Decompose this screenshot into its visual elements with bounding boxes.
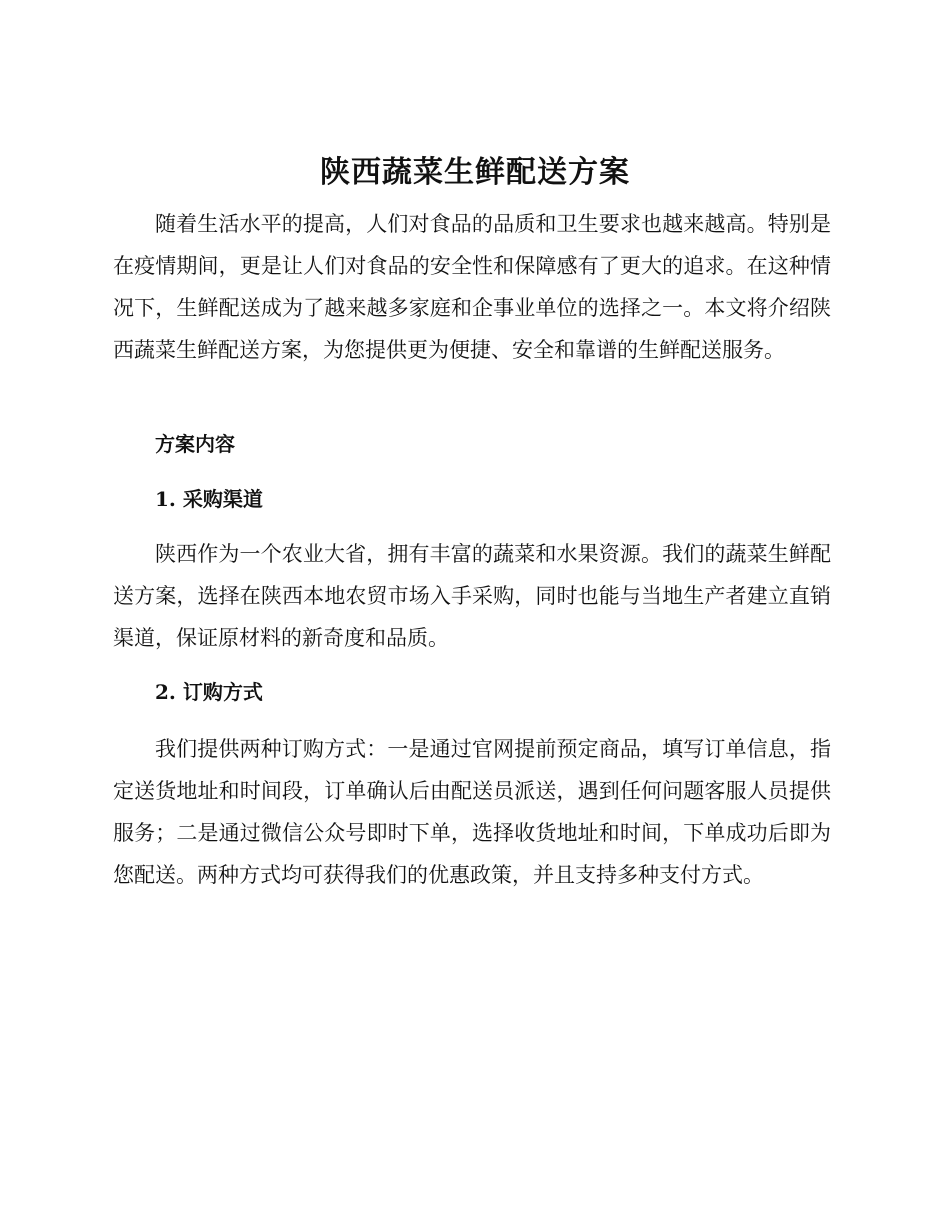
ordering-paragraph: 我们提供两种订购方式：一是通过官网提前预定商品，填写订单信息，指定送货地址和时间段，订单确认后由配送员派送，遇到任何问题客服人员提供服务；二是通过微信公众号即时下单，选择收货地址和时间，下单成功后即为您配送。两种方式均可获得我们的优惠政策，并且支持多种支付方式。 <box>113 737 831 887</box>
document-title: 陕西蔬菜生鲜配送方案 <box>320 155 630 190</box>
section-heading-ordering: 2. 订购方式 <box>155 680 263 704</box>
section-heading-plan-content: 方案内容 <box>155 432 235 456</box>
section-heading-procurement: 1. 采购渠道 <box>155 487 263 511</box>
intro-paragraph: 随着生活水平的提高，人们对食品的品质和卫生要求也越来越高。特别是在疫情期间，更是让人们对食品的安全性和保障感有了更大的追求。在这种情况下，生鲜配送成为了越来越多家庭和企事业单位的选择之一。本文将介绍陕西蔬菜生鲜配送方案，为您提供更为便捷、安全和靠谱的生鲜配送服务。 <box>113 212 831 362</box>
procurement-paragraph: 陕西作为一个农业大省，拥有丰富的蔬菜和水果资源。我们的蔬菜生鲜配送方案，选择在陕西本地农贸市场入手采购，同时也能与当地生产者建立直销渠道，保证原材料的新奇度和品质。 <box>113 542 831 650</box>
